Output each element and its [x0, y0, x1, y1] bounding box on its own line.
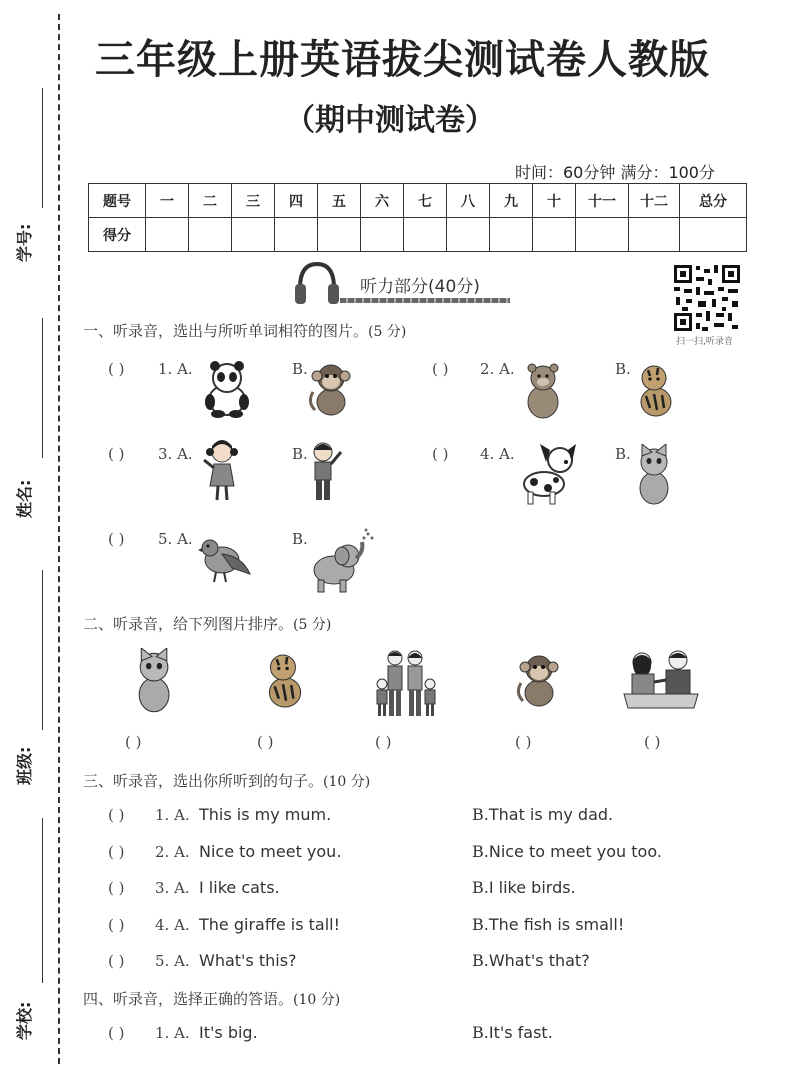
- question-number: 2. A.: [155, 843, 190, 861]
- section-2-points: (5 分): [293, 617, 332, 633]
- order-blank[interactable]: ( ): [257, 733, 274, 751]
- col-3: 三: [232, 184, 275, 218]
- elephant-picture[interactable]: [308, 528, 376, 596]
- option-b: [472, 951, 590, 970]
- option-b: [472, 805, 613, 824]
- answer-paren[interactable]: ( ): [108, 445, 125, 463]
- section-2-title: [83, 613, 331, 634]
- score-cell[interactable]: [232, 218, 275, 252]
- option-b: [472, 1023, 553, 1042]
- answer-paren[interactable]: ( ): [108, 530, 125, 548]
- section-1-title: [83, 320, 406, 341]
- col-6: 六: [361, 184, 404, 218]
- col-2: 二: [189, 184, 232, 218]
- student-no-label: 学号:: [15, 223, 34, 262]
- headphone-icon: [292, 258, 342, 308]
- question-number: 1. A.: [155, 806, 190, 824]
- score-cell[interactable]: [490, 218, 533, 252]
- qr-code-icon[interactable]: [672, 263, 742, 333]
- section-3-points: (10 分): [323, 774, 371, 790]
- option-a-text: The giraffe is tall!: [199, 915, 341, 934]
- page-subtitle: （期中测试卷）: [285, 103, 495, 138]
- option-b-label: B.: [292, 445, 308, 463]
- cat-picture[interactable]: [632, 444, 674, 508]
- meeting-picture[interactable]: [622, 648, 700, 714]
- option-a-text: This is my mum.: [199, 805, 332, 824]
- option-b-text: I like birds.: [488, 878, 576, 897]
- option-b-label: B.: [292, 530, 308, 548]
- tiger-picture[interactable]: [258, 650, 310, 712]
- option-b-label: B.: [615, 445, 631, 463]
- score-cell[interactable]: [447, 218, 490, 252]
- score-cell[interactable]: [361, 218, 404, 252]
- answer-paren[interactable]: ( ): [432, 360, 449, 378]
- question-number: 4. A.: [480, 445, 515, 463]
- question-number: 4. A.: [155, 916, 190, 934]
- monkey-picture[interactable]: [305, 362, 355, 418]
- question-number: 5. A.: [155, 952, 190, 970]
- answer-paren[interactable]: ( ): [108, 879, 125, 897]
- option-b: [472, 878, 576, 897]
- answer-paren[interactable]: ( ): [108, 952, 125, 970]
- student-no-line: [42, 88, 43, 208]
- name-label: 姓名:: [15, 479, 34, 518]
- score-cell[interactable]: [576, 218, 629, 252]
- class-line: [42, 570, 43, 730]
- option-b-label: B.: [615, 360, 631, 378]
- name-line: [42, 318, 43, 458]
- class-label: 班级:: [15, 746, 34, 785]
- option-b: [472, 842, 662, 861]
- question-number: 3. A.: [158, 445, 193, 463]
- order-blank[interactable]: ( ): [125, 733, 142, 751]
- section-3-text: 三、听录音，选出你所听到的句子。: [83, 772, 324, 790]
- option-b-label: B.: [472, 878, 489, 897]
- col-12: 十二: [629, 184, 680, 218]
- girl-picture[interactable]: [200, 440, 242, 502]
- question-number: 1. A.: [155, 1024, 190, 1042]
- section-2-text: 二、听录音，给下列图片排序。: [83, 615, 294, 633]
- answer-paren[interactable]: ( ): [108, 806, 125, 824]
- binding-dashed-line: [58, 14, 60, 1064]
- time-info: 时间：60分钟 满分：100分: [515, 163, 715, 182]
- option-b-label: B.: [472, 842, 489, 861]
- col-total: 总分: [680, 184, 747, 218]
- col-8: 八: [447, 184, 490, 218]
- option-b-label: B.: [292, 360, 308, 378]
- option-a-text: It's big.: [199, 1023, 258, 1042]
- boy-picture[interactable]: [305, 440, 345, 502]
- order-blank[interactable]: ( ): [375, 733, 392, 751]
- option-b-text: What's that?: [488, 951, 590, 970]
- option-a-text: What's this?: [199, 951, 297, 970]
- qr-caption: 扫一扫,听录音: [676, 337, 733, 347]
- dog-picture[interactable]: [518, 440, 580, 506]
- option-b-label: B.: [472, 951, 489, 970]
- cat-picture[interactable]: [128, 648, 178, 716]
- section-3-title: [83, 770, 370, 791]
- option-a-text: I like cats.: [199, 878, 280, 897]
- score-cell[interactable]: [318, 218, 361, 252]
- option-a-text: Nice to meet you.: [199, 842, 342, 861]
- score-row-label: 得分: [89, 218, 146, 252]
- answer-paren[interactable]: ( ): [108, 1024, 125, 1042]
- option-b-label: B.: [472, 915, 489, 934]
- option-b-text: Nice to meet you too.: [488, 842, 662, 861]
- monkey-picture[interactable]: [513, 652, 563, 710]
- score-cell[interactable]: [680, 218, 747, 252]
- option-b-label: B.: [472, 1023, 489, 1042]
- col-1: 一: [146, 184, 189, 218]
- answer-paren[interactable]: ( ): [108, 360, 125, 378]
- question-number: 1. A.: [158, 360, 193, 378]
- question-number: 2. A.: [480, 360, 515, 378]
- bear-picture[interactable]: [522, 362, 564, 420]
- order-blank[interactable]: ( ): [515, 733, 532, 751]
- section-1-points: (5 分): [368, 324, 407, 340]
- order-blank[interactable]: ( ): [644, 733, 661, 751]
- col-7: 七: [404, 184, 447, 218]
- option-b: [472, 915, 624, 934]
- question-number: 5. A.: [158, 530, 193, 548]
- col-10: 十: [533, 184, 576, 218]
- tiger-picture[interactable]: [630, 362, 680, 420]
- question-number: 3. A.: [155, 879, 190, 897]
- score-table: [88, 183, 747, 252]
- listening-title: 听力部分(40分): [360, 277, 480, 297]
- section-4-points: (10 分): [293, 992, 341, 1008]
- section-4-text: 四、听录音，选择正确的答语。: [83, 990, 294, 1008]
- answer-paren[interactable]: ( ): [108, 916, 125, 934]
- school-line: [42, 818, 43, 983]
- option-b-text: The fish is small!: [488, 915, 625, 934]
- option-b-label: B.: [472, 805, 489, 824]
- score-cell[interactable]: [629, 218, 680, 252]
- bird-picture[interactable]: [198, 530, 252, 586]
- score-cell[interactable]: [533, 218, 576, 252]
- school-label: 学校:: [15, 1001, 34, 1040]
- listening-underline: [340, 298, 510, 303]
- family-picture[interactable]: [375, 648, 437, 718]
- col-9: 九: [490, 184, 533, 218]
- option-b-text: It's fast.: [488, 1023, 553, 1042]
- score-cell[interactable]: [404, 218, 447, 252]
- panda-picture[interactable]: [200, 360, 255, 418]
- col-5: 五: [318, 184, 361, 218]
- answer-paren[interactable]: ( ): [108, 843, 125, 861]
- score-cell[interactable]: [146, 218, 189, 252]
- section-1-text: 一、听录音，选出与所听单词相符的图片。: [83, 322, 369, 340]
- answer-paren[interactable]: ( ): [432, 445, 449, 463]
- section-4-title: [83, 988, 340, 1009]
- col-11: 十一: [576, 184, 629, 218]
- option-b-text: That is my dad.: [488, 805, 614, 824]
- score-table-header: 题号: [89, 184, 146, 218]
- col-4: 四: [275, 184, 318, 218]
- score-cell[interactable]: [275, 218, 318, 252]
- score-cell[interactable]: [189, 218, 232, 252]
- page-title: 三年级上册英语拔尖测试卷人教版: [95, 37, 710, 83]
